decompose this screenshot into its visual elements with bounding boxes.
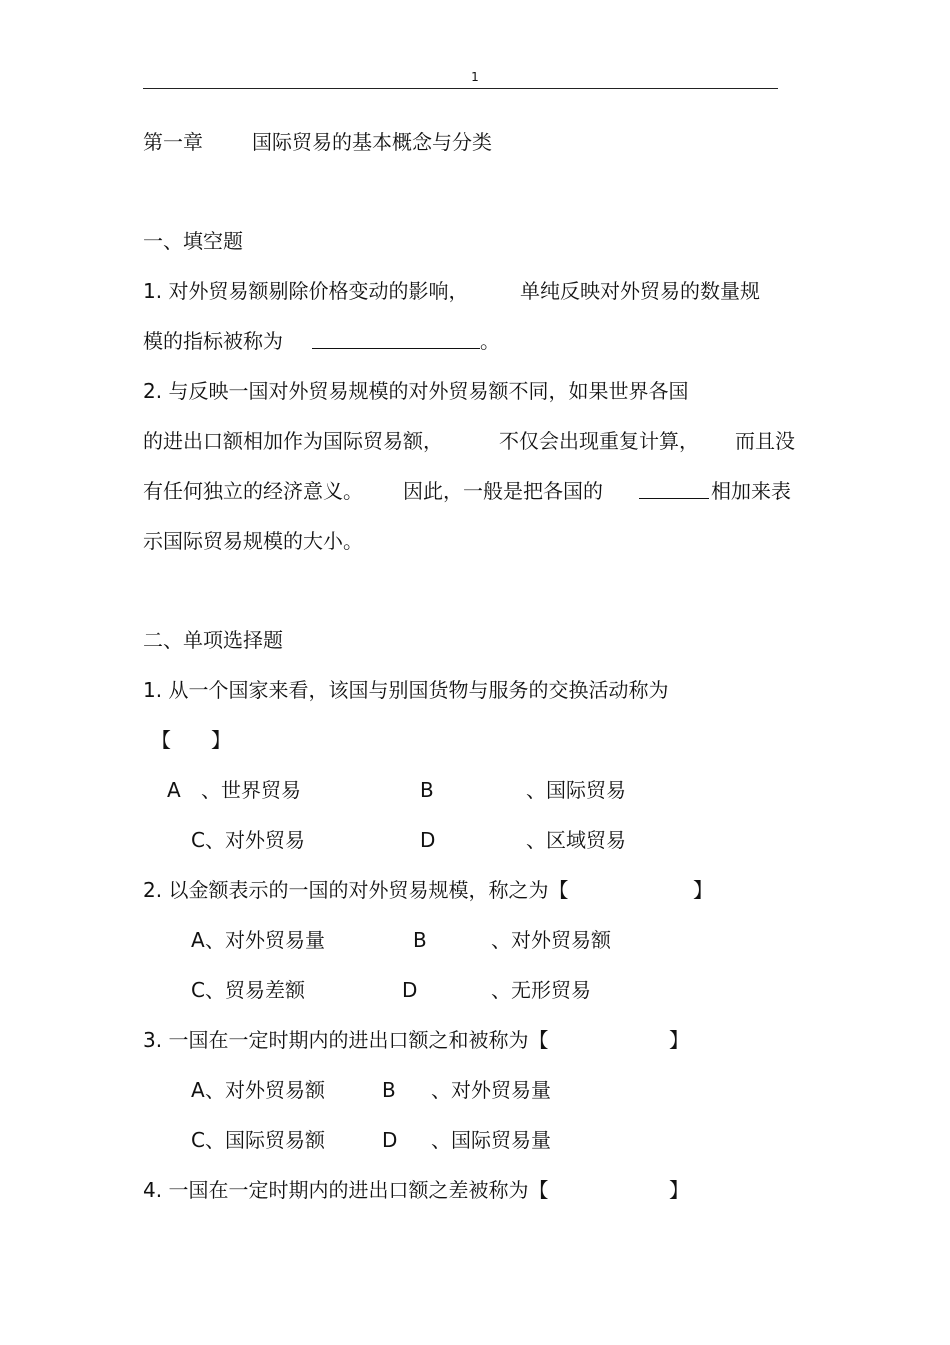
question-1-text-b: 单纯反映对外贸易的数量规: [520, 279, 760, 303]
option-a-text: 、对外贸易额: [205, 1078, 325, 1102]
option-b-letter: B: [420, 778, 434, 802]
question-2-text-d: 有任何独立的经济意义。: [143, 479, 363, 503]
option-d-text: 、无形贸易: [491, 978, 591, 1002]
option-a-text: 、世界贸易: [201, 778, 301, 802]
question-2-text-b: 不仅会出现重复计算，: [499, 429, 699, 453]
option-a-letter: A: [167, 778, 181, 802]
question-1-text-a: 1. 对外贸易额剔除价格变动的影响，: [143, 279, 469, 303]
bracket-close: 】: [211, 728, 231, 752]
option-c-text: 、对外贸易: [205, 828, 305, 852]
question-2-text-c: 而且没: [735, 429, 795, 453]
choice-question-2-stem: 2. 以金额表示的一国的对外贸易规模，称之为【: [143, 878, 569, 902]
option-d-letter: D: [420, 828, 436, 852]
option-b-text: 、国际贸易: [526, 778, 626, 802]
header-rule: [143, 88, 778, 89]
bracket-open: 【: [151, 728, 171, 752]
option-a-letter: A: [191, 1078, 205, 1102]
option-d-text: 、区域贸易: [526, 828, 626, 852]
chapter-name: 国际贸易的基本概念与分类: [252, 130, 492, 154]
chapter-number: 第一章: [143, 130, 203, 154]
bracket-close: 】: [693, 878, 713, 902]
choice-question-3-stem: 3. 一国在一定时期内的进出口额之和被称为【: [143, 1028, 549, 1052]
question-1-text-c: 模的指标被称为: [143, 329, 283, 353]
choice-question-4-stem: 4. 一国在一定时期内的进出口额之差被称为【: [143, 1178, 549, 1202]
option-a-text: 、对外贸易量: [205, 928, 325, 952]
option-d-text: 、国际贸易量: [431, 1128, 551, 1152]
question-2-text-f: 相加来表: [711, 479, 791, 503]
option-d-letter: D: [382, 1128, 398, 1152]
option-b-text: 、对外贸易量: [431, 1078, 551, 1102]
answer-blank-1: [312, 328, 480, 355]
option-b-text: 、对外贸易额: [491, 928, 611, 952]
question-1-period: 。: [480, 329, 500, 353]
question-2-line-4: 示国际贸易规模的大小。: [143, 529, 363, 553]
option-c-letter: C: [191, 828, 205, 852]
choice-question-1-stem: 1. 从一个国家来看，该国与别国货物与服务的交换活动称为: [143, 678, 669, 702]
option-c-letter: C: [191, 1128, 205, 1152]
question-2-text-a: 的进出口额相加作为国际贸易额，: [143, 429, 443, 453]
answer-blank-2: [639, 478, 709, 505]
section-heading-fill-in: 一、填空题: [143, 229, 243, 253]
bracket-close: 】: [669, 1178, 689, 1202]
option-a-letter: A: [191, 928, 205, 952]
option-c-text: 、贸易差额: [205, 978, 305, 1002]
question-2-line-1: 2. 与反映一国对外贸易规模的对外贸易额不同，如果世界各国: [143, 379, 689, 403]
option-b-letter: B: [382, 1078, 396, 1102]
option-d-letter: D: [402, 978, 418, 1002]
option-c-text: 、国际贸易额: [205, 1128, 325, 1152]
option-c-letter: C: [191, 978, 205, 1002]
section-heading-single-choice: 二、单项选择题: [143, 628, 283, 652]
bracket-close: 】: [669, 1028, 689, 1052]
page-number: 1: [471, 70, 479, 84]
question-2-text-e: 因此，一般是把各国的: [403, 479, 603, 503]
option-b-letter: B: [413, 928, 427, 952]
